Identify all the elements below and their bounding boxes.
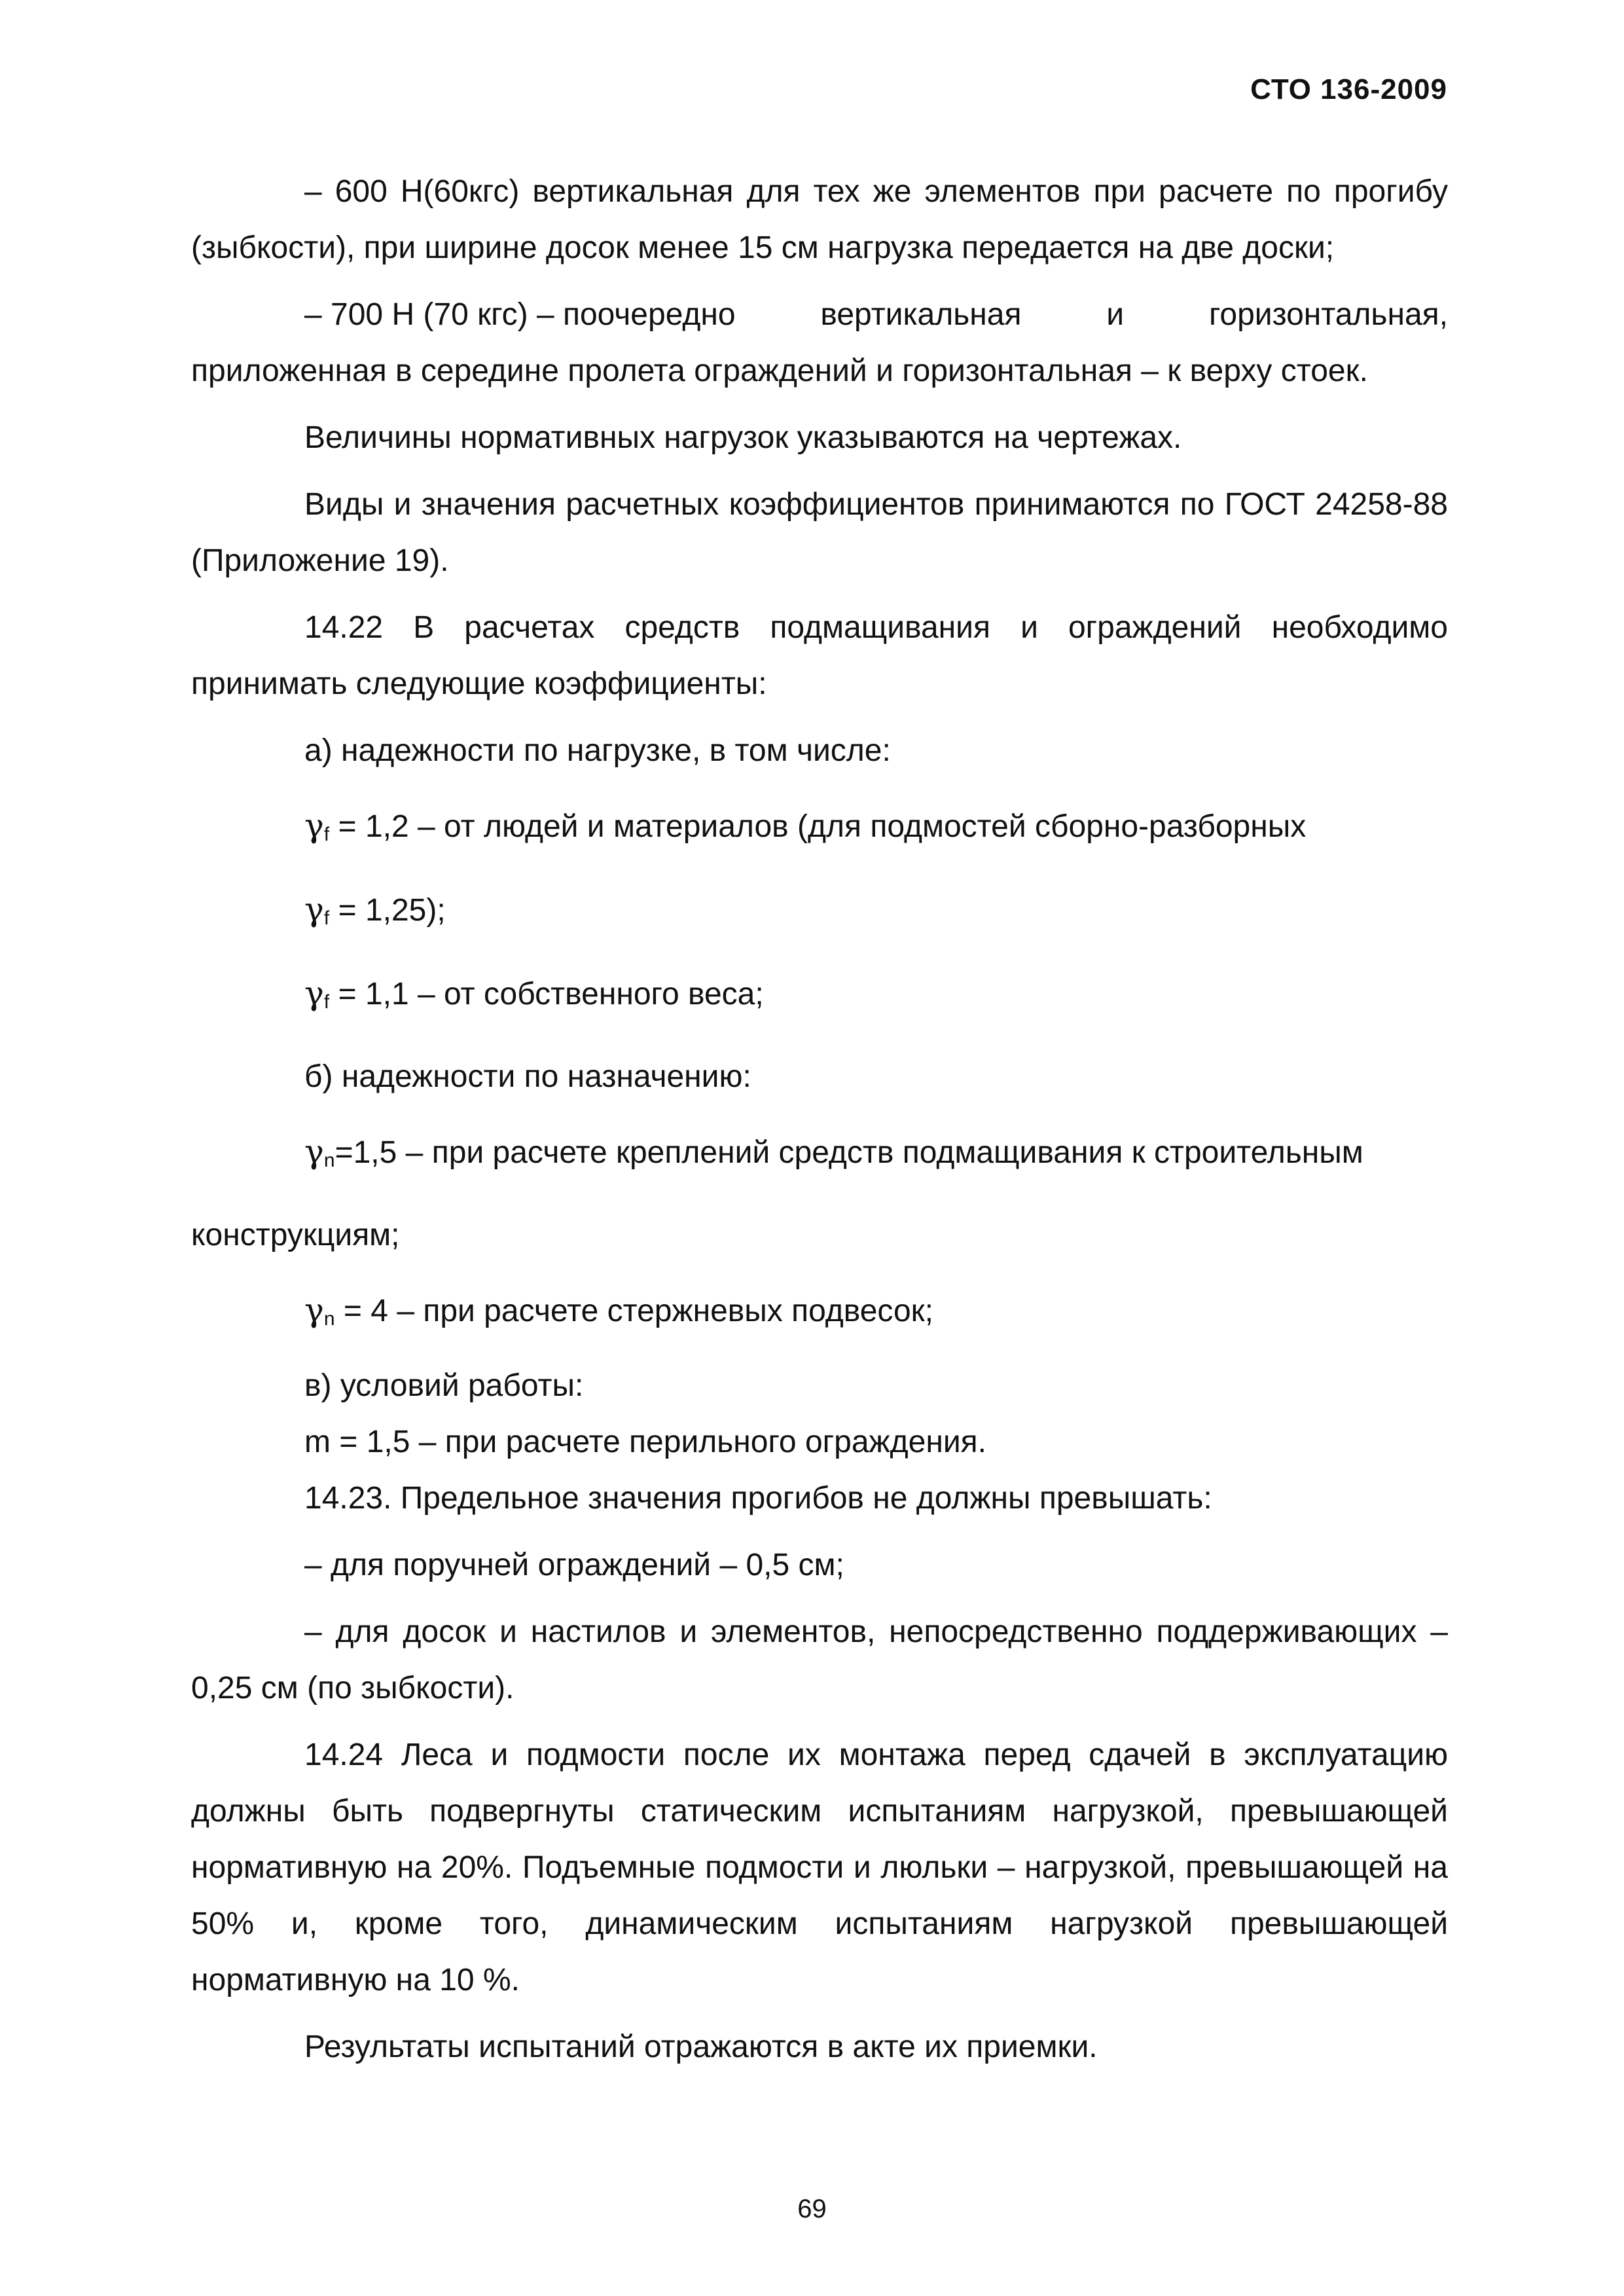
paragraph-normative-loads: Величины нормативных нагрузок указываются на чертежах. bbox=[304, 420, 1182, 455]
text-fragment: – 700 Н (70 кгс) – поочередно bbox=[304, 297, 736, 332]
text-fragment: и bbox=[1106, 297, 1125, 332]
paragraph-14-22: 14.22 В расчетах средств подмащивания и ограждений необходимо принимать следующие коэффициенты: bbox=[191, 610, 1448, 701]
coefficient-gamma-n-1-5 bbox=[191, 1123, 1448, 1264]
deflection-limit-boards: – для досок и настилов и элементов, непосредственно поддерживающих – 0,25 см (по зыбкости). bbox=[191, 1614, 1448, 1705]
subscript: f bbox=[323, 991, 330, 1013]
item-b-purpose-reliability: б) надежности по назначению: bbox=[304, 1059, 751, 1094]
deflection-limit-handrails: – для поручней ограждений – 0,5 см; bbox=[304, 1548, 844, 1582]
coefficient-text: =1,5 – при расчете креплений средств подмащивания к строительным bbox=[334, 1135, 1363, 1170]
document-body bbox=[191, 164, 1448, 2075]
paragraph-load-700 bbox=[191, 287, 1448, 399]
text-fragment: вертикальная bbox=[820, 297, 1022, 332]
coefficient-gamma-n-1-5-line bbox=[191, 1123, 1448, 1189]
coefficient-text: = 1,25); bbox=[329, 893, 446, 928]
paragraph-load-600: – 600 Н(60кгс) вертикальная для тех же элементов при расчете по прогибу (зыбкости), при ширине досок менее 15 см нагрузка передается на две доски; bbox=[191, 174, 1448, 265]
subscript: n bbox=[323, 1308, 335, 1330]
coefficient-gamma-n-4 bbox=[191, 1282, 1448, 1347]
coefficient-gamma-f-1-25 bbox=[191, 881, 1448, 947]
gamma-symbol: γ bbox=[304, 974, 324, 1012]
page-number: 69 bbox=[797, 2195, 827, 2223]
coefficient-text: = 4 – при расчете стержневых подвесок; bbox=[334, 1294, 933, 1328]
coefficient-gamma-n-1-5-continuation: конструкциям; bbox=[191, 1218, 400, 1252]
paragraph-test-results: Результаты испытаний отражаются в акте их приемки. bbox=[304, 2030, 1098, 2064]
subscript: n bbox=[323, 1150, 335, 1171]
item-a-load-reliability: а) надежности по нагрузке, в том числе: bbox=[304, 733, 891, 768]
subscript: f bbox=[323, 907, 330, 929]
gamma-symbol: γ bbox=[304, 890, 324, 928]
subscript: f bbox=[323, 824, 330, 845]
gamma-symbol: γ bbox=[304, 1291, 324, 1329]
paragraph-coefficient-types: Виды и значения расчетных коэффициентов принимаются по ГОСТ 24258-88 (Приложение 19). bbox=[191, 487, 1448, 578]
coefficient-text: = 1,1 – от собственного веса; bbox=[329, 977, 764, 1011]
paragraph-load-700-first-line bbox=[191, 287, 1448, 343]
coefficient-text: = 1,2 – от людей и материалов (для подмостей сборно-разборных bbox=[329, 809, 1307, 844]
coefficient-gamma-f-1-2 bbox=[191, 797, 1448, 863]
gamma-symbol: γ bbox=[304, 807, 324, 845]
paragraph-14-23: 14.23. Предельное значения прогибов не должны превышать: bbox=[304, 1481, 1212, 1516]
coefficient-m: m = 1,5 – при расчете перильного ограждения. bbox=[304, 1425, 987, 1459]
item-c-working-conditions: в) условий работы: bbox=[304, 1368, 584, 1403]
paragraph-14-24: 14.24 Леса и подмости после их монтажа перед сдачей в эксплуатацию должны быть подвергнуты статическим испытаниям нагрузкой, превышающей нормативную на 20%. Подъемные подмости и люльки – нагрузкой, превышающей на 50% и, кроме того, динамическим испытаниям нагрузкой превышающей нормативную на 10 %. bbox=[191, 1738, 1448, 1997]
paragraph-load-700-continuation: приложенная в середине пролета ограждений и горизонтальная – к верху стоек. bbox=[191, 354, 1368, 388]
text-fragment: горизонтальная, bbox=[1208, 297, 1448, 332]
document-code: СТО 136-2009 bbox=[1250, 73, 1447, 105]
gamma-symbol: γ bbox=[304, 1133, 324, 1171]
coefficient-gamma-f-1-1 bbox=[191, 965, 1448, 1030]
